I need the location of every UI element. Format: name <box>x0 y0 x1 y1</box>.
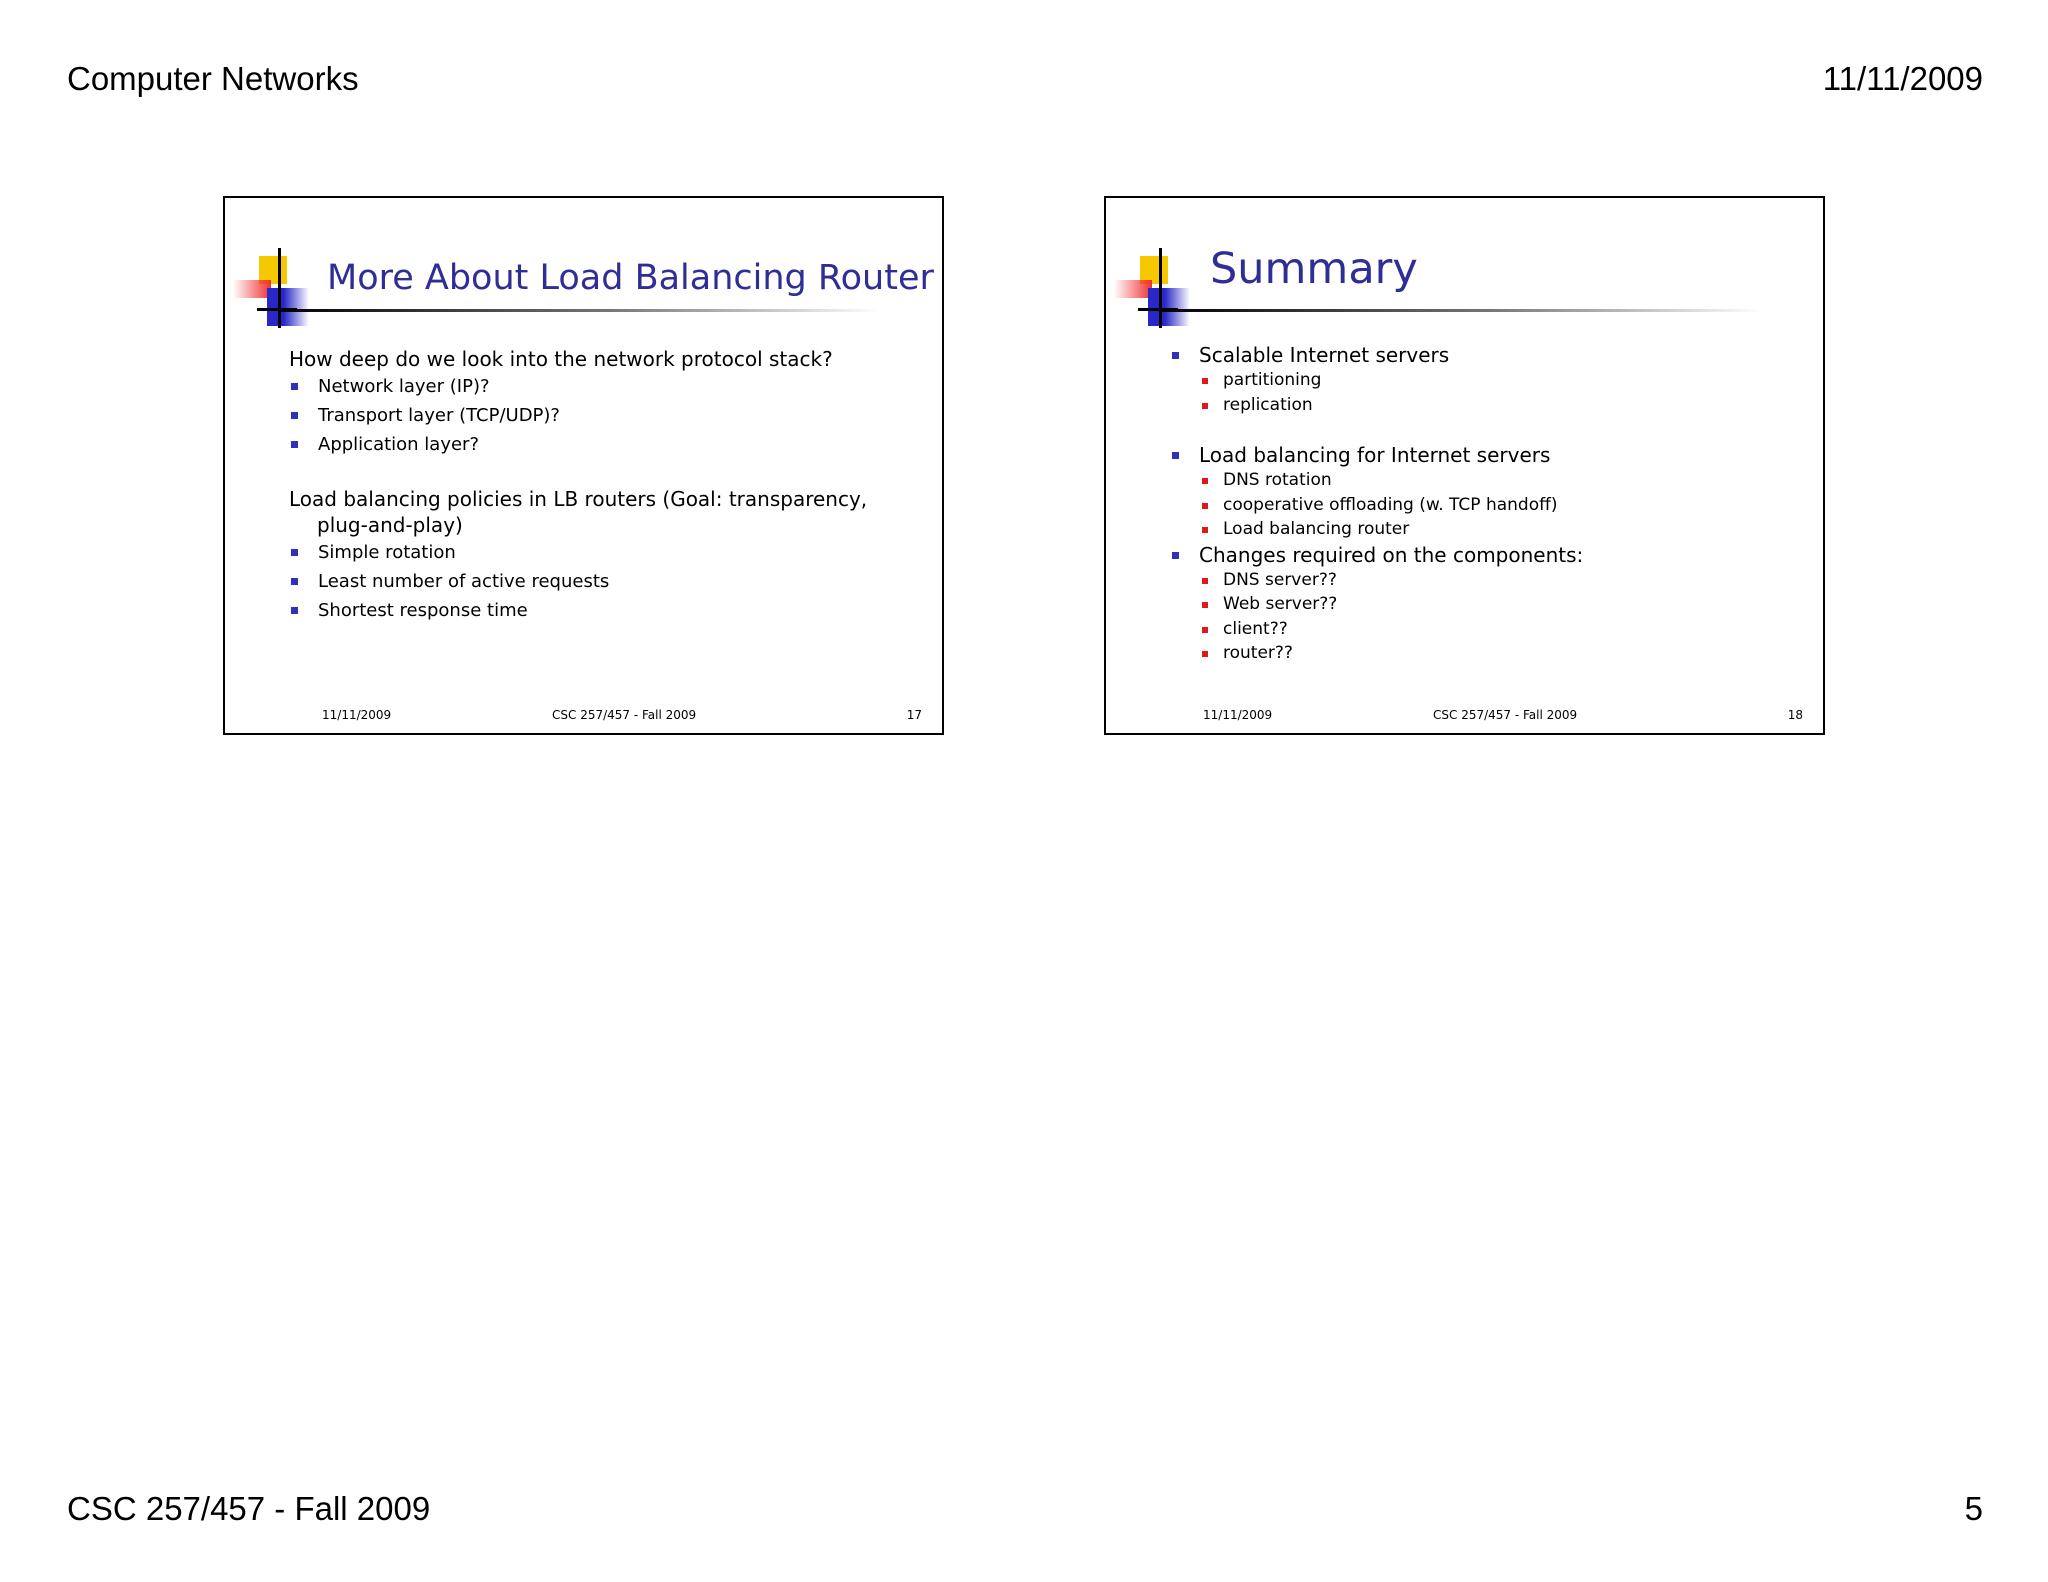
bullet-square-icon <box>291 549 298 556</box>
list-item: Changes required on the components: <box>1172 542 1812 568</box>
slide-title: More About Load Balancing Router <box>327 258 934 298</box>
sub-list-item: cooperative offloading (w. TCP handoff) <box>1172 493 1812 518</box>
list-item: Application layer? <box>289 430 929 459</box>
page-number: 5 <box>1964 1490 1983 1527</box>
bullet-square-icon <box>1202 527 1208 533</box>
slide-number: 18 <box>1787 708 1803 722</box>
bullet-square-icon <box>291 607 298 614</box>
paragraph: How deep do we look into the network protocol stack? <box>289 347 833 371</box>
slide-thumbnail-18 <box>1104 196 1825 735</box>
list-item: Shortest response time <box>289 596 929 625</box>
title-rule <box>1162 309 1762 312</box>
sub-list-item: partitioning <box>1172 368 1812 393</box>
title-rule <box>281 309 881 312</box>
bullet-square-icon <box>291 441 298 448</box>
sub-list-item: DNS server?? <box>1172 568 1812 593</box>
page-header-date: 11/11/2009 <box>1822 60 1983 97</box>
bullet-square-icon <box>1202 602 1208 608</box>
bullet-square-icon <box>291 412 298 419</box>
sub-list-item: DNS rotation <box>1172 468 1812 493</box>
bullet-square-icon <box>291 383 298 390</box>
bullet-square-icon <box>1202 578 1208 584</box>
sub-list-item: router?? <box>1172 641 1812 666</box>
bullet-square-icon <box>1202 651 1208 657</box>
bullet-square-icon <box>1202 503 1208 509</box>
bullet-square-icon <box>291 578 298 585</box>
slide-footer-course: CSC 257/457 - Fall 2009 <box>1433 708 1578 722</box>
list-item: Simple rotation <box>289 538 929 567</box>
slide-title: Summary <box>1210 244 1418 294</box>
list-item: Least number of active requests <box>289 567 929 596</box>
list-item: Network layer (IP)? <box>289 372 929 401</box>
page-header-title: Computer Networks <box>67 60 359 97</box>
list-item: Scalable Internet servers <box>1172 342 1812 368</box>
bullet-square-icon <box>1202 627 1208 633</box>
slide-footer-course: CSC 257/457 - Fall 2009 <box>552 708 697 722</box>
page-footer-course: CSC 257/457 - Fall 2009 <box>67 1490 431 1527</box>
bullet-square-icon <box>1172 352 1179 359</box>
bullet-square-icon <box>1172 552 1179 559</box>
sub-list-item: Web server?? <box>1172 592 1812 617</box>
sub-list-item: Load balancing router <box>1172 517 1812 542</box>
bullet-square-icon <box>1202 378 1208 384</box>
slide-logo-icon <box>1114 248 1204 328</box>
paragraph: Load balancing policies in LB routers (Goal: transparency, plug-and-play) <box>289 487 868 537</box>
slide-footer-date: 11/11/2009 <box>322 708 392 722</box>
slide-body <box>289 346 929 625</box>
list-item: Load balancing for Internet servers <box>1172 442 1812 468</box>
sub-list-item: client?? <box>1172 617 1812 642</box>
slide-body <box>1172 342 1812 666</box>
slide-thumbnail-17 <box>223 196 944 735</box>
sub-list-item: replication <box>1172 393 1812 418</box>
slide-number: 17 <box>906 708 922 722</box>
list-item: Transport layer (TCP/UDP)? <box>289 401 929 430</box>
slide-footer-date: 11/11/2009 <box>1203 708 1273 722</box>
bullet-square-icon <box>1202 478 1208 484</box>
bullet-square-icon <box>1172 452 1179 459</box>
slide-logo-icon <box>233 248 323 328</box>
bullet-square-icon <box>1202 403 1208 409</box>
